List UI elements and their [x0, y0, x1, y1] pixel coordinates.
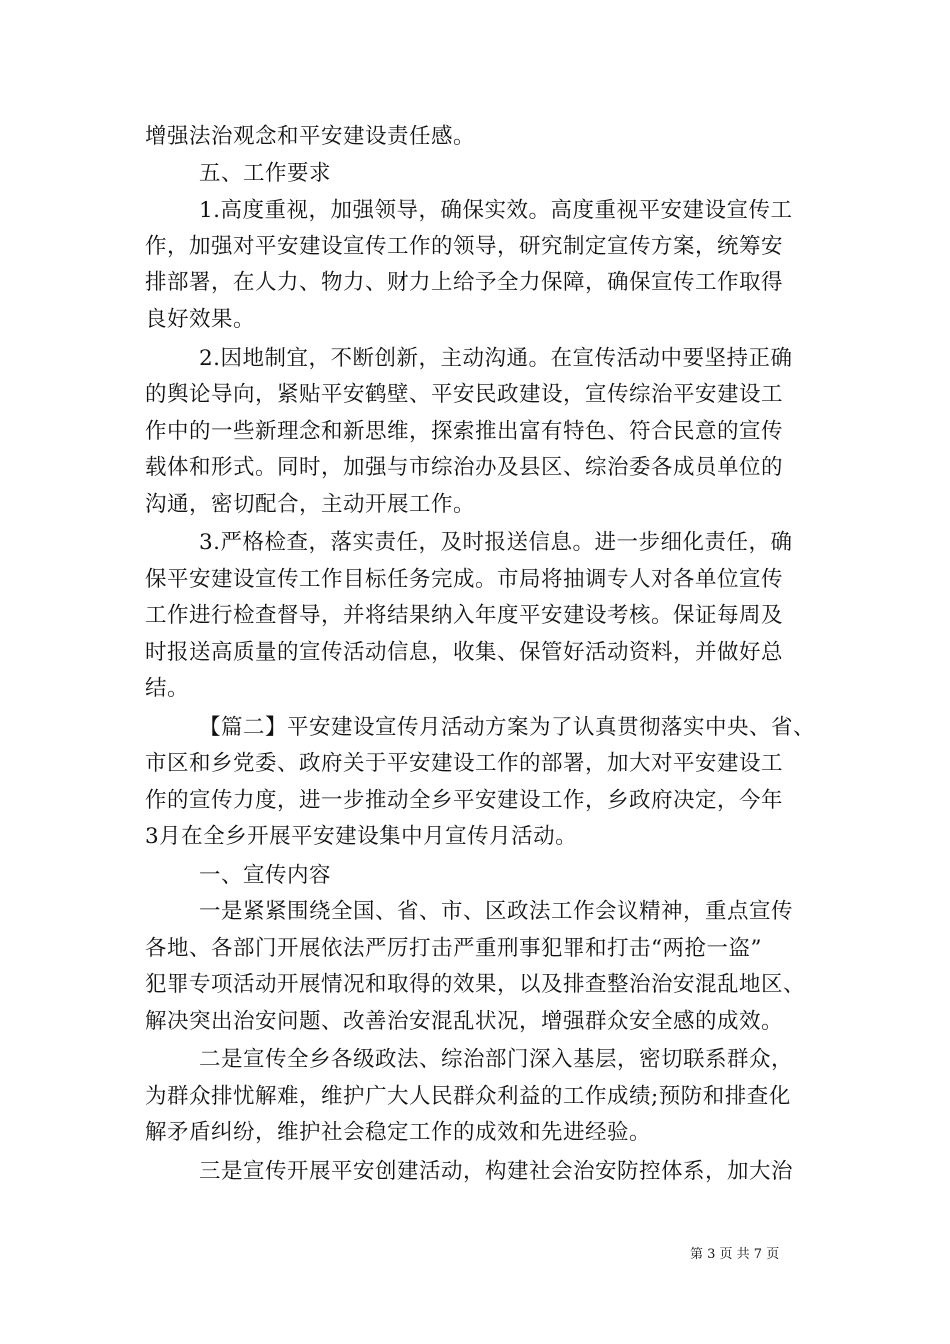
text-line: 良好效果。 [145, 307, 256, 332]
page-number: 第 3 页 共 7 页 [690, 1247, 780, 1262]
text-line: 犯罪专项活动开展情况和取得的效果，以及排查整治治安混乱地区、 [145, 972, 806, 997]
text-line: 一是紧紧围绕全国、省、市、区政法工作会议精神，重点宣传 [199, 899, 794, 924]
text-line: 时报送高质量的宣传活动信息，收集、保管好活动资料，并做好总 [145, 640, 784, 665]
text-line: 作的宣传力度，进一步推动全乡平安建设工作，乡政府决定，今年 [145, 788, 784, 813]
text-line: 解决突出治安问题、改善治安混乱状况，增强群众安全感的成效。 [145, 1009, 784, 1034]
section-heading: 五、工作要求 [199, 161, 332, 186]
text-line: 排部署，在人力、物力、财力上给予全力保障，确保宣传工作取得 [145, 270, 784, 295]
text-line: 3月在全乡开展平安建设集中月宣传月活动。 [145, 824, 578, 849]
text-line: 的舆论导向，紧贴平安鹤壁、平安民政建设，宣传综治平安建设工 [145, 382, 784, 407]
text-line: 载体和形式。同时，加强与市综治办及县区、综治委各成员单位的 [145, 455, 784, 480]
text-line: 作中的一些新理念和新思维，探索推出富有特色、符合民意的宣传 [145, 419, 784, 444]
text-line: 为群众排忧解难，维护广大人民群众利益的工作成绩;预防和排查化 [145, 1084, 791, 1109]
text-line: 各地、各部门开展依法严厉打击严重刑事犯罪和打击“两抢一盗” [145, 936, 762, 961]
text-line: 【篇二】平安建设宣传月活动方案为了认真贯彻落实中央、省、 [199, 715, 816, 740]
text-line: 2.因地制宜，不断创新，主动沟通。在宣传活动中要坚持正确 [199, 346, 793, 371]
text-line: 二是宣传全乡各级政法、综治部门深入基层，密切联系群众， [199, 1047, 794, 1072]
text-line: 解矛盾纠纷，维护社会稳定工作的成效和先进经验。 [145, 1120, 652, 1145]
text-line: 3.严格检查，落实责任，及时报送信息。进一步细化责任，确 [199, 530, 793, 555]
text-line: 市区和乡党委、政府关于平安建设工作的部署，加大对平安建设工 [145, 751, 784, 776]
text-line: 沟通，密切配合，主动开展工作。 [145, 492, 476, 517]
text-line: 保平安建设宣传工作目标任务完成。市局将抽调专人对各单位宣传 [145, 567, 784, 592]
text-line: 1.高度重视，加强领导，确保实效。高度重视平安建设宣传工 [199, 198, 793, 223]
text-line: 结。 [145, 676, 190, 701]
text-line: 工作进行检查督导，并将结果纳入年度平安建设考核。保证每周及 [145, 603, 784, 628]
section-heading: 一、宣传内容 [199, 863, 332, 888]
text-line: 三是宣传开展平安创建活动，构建社会治安防控体系，加大治 [199, 1159, 794, 1184]
text-line: 增强法治观念和平安建设责任感。 [145, 124, 476, 149]
text-line: 作，加强对平安建设宣传工作的领导，研究制定宣传方案，统筹安 [145, 234, 784, 259]
